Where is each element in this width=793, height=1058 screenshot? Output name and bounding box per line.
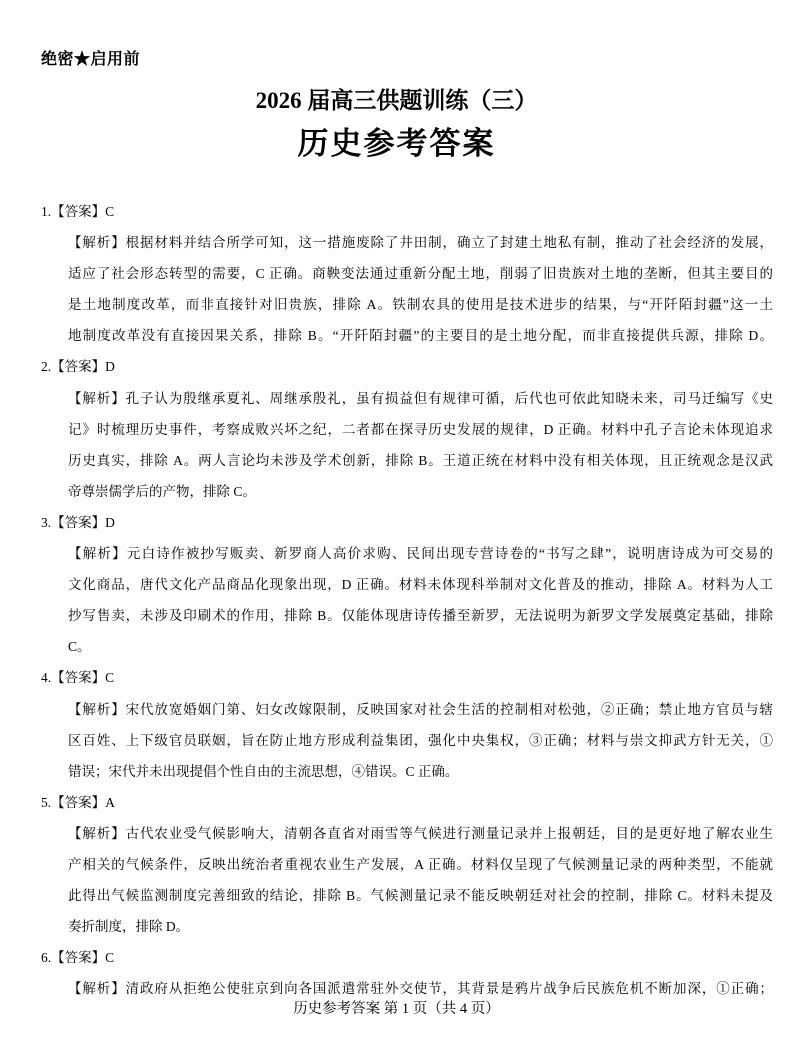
answers-section bbox=[41, 196, 773, 1004]
answer-line: 1.【答案】C bbox=[41, 204, 115, 219]
analysis-line: 【解析】清政府从拒绝公使驻京到向各国派遣常驻外交使节，其背景是鸦片战争后民族危机不断加深，①正确； bbox=[68, 981, 773, 997]
analysis-line: 抄写售卖，未涉及印刷术的作用，排除 B。仅能体现唐诗传播至新罗，无法说明为新罗文学发展奠定基础，排除 bbox=[68, 608, 773, 624]
analysis-paragraph bbox=[68, 538, 773, 662]
analysis-line: 文化商品，唐代文化产品商品化现象出现，D 正确。材料未体现科举制对文化普及的推动，排除 A。材料为人工 bbox=[68, 577, 773, 593]
analysis-line: 【解析】孔子认为殷继承夏礼、周继承殷礼，虽有损益但有规律可循，后代也可依此知晓未来，司马迁编写《史 bbox=[68, 390, 773, 406]
analysis-paragraph bbox=[68, 227, 773, 351]
answer-line: 6.【答案】C bbox=[41, 950, 115, 966]
analysis-line: 此得出气候监测制度完善细致的结论，排除 B。气候测量记录不能反映朝廷对社会的控制，排除 C。材料未提及 bbox=[68, 888, 773, 904]
analysis-paragraph bbox=[68, 383, 773, 507]
answer-line: 2.【答案】D bbox=[41, 359, 115, 375]
analysis-line: 地制度改革没有直接因果关系，排除 B。“开阡陌封疆”的主要目的是土地分配，而非直接提供兵源，排除 D。 bbox=[68, 328, 773, 344]
analysis-line: 【解析】元白诗作被抄写贩卖、新罗商人高价求购、民间出现专营诗卷的“书写之肆”，说明唐诗成为可交易的 bbox=[68, 546, 773, 562]
analysis-line: 是土地制度改革，而非直接针对旧贵族，排除 A。铁制农具的使用是技术进步的结果，与“开阡陌封疆”这一土 bbox=[68, 297, 773, 313]
analysis-line: C。 bbox=[68, 639, 91, 655]
analysis-line: 错误；宋代并未出现提倡个性自由的主流思想，④错误。C 正确。 bbox=[68, 763, 459, 779]
analysis-line: 帝尊崇儒学后的产物，排除 C。 bbox=[68, 483, 256, 499]
page-footer: 历史参考答案 第 1 页（共 4 页） bbox=[293, 1001, 500, 1017]
analysis-line: 【解析】古代农业受气候影响大，清朝各直省对雨雪等气候进行测量记录并上报朝廷，目的是更好地了解农业生 bbox=[68, 825, 773, 841]
analysis-line: 【解析】根据材料并结合所学可知，这一措施废除了井田制，确立了封建土地私有制，推动了社会经济的发展， bbox=[68, 235, 773, 251]
analysis-line: 历史真实，排除 A。两人言论均未涉及学术创新，排除 B。王道正统在材料中没有相关体现，且正统观念是汉武 bbox=[68, 452, 773, 468]
answer-block bbox=[41, 942, 773, 1004]
analysis-paragraph bbox=[68, 694, 773, 787]
analysis-line: 适应了社会形态转型的需要，C 正确。商鞅变法通过重新分配土地，削弱了旧贵族对土地的垄断，但其主要目的 bbox=[68, 266, 773, 282]
security-marking: 绝密★启用前 bbox=[41, 51, 141, 68]
answer-line: 4.【答案】C bbox=[41, 670, 115, 686]
analysis-line: 区百姓、上下级官员联姻，旨在防止地方形成利益集团，强化中央集权，③正确；材料与崇文抑武方针无关，① bbox=[68, 732, 773, 748]
answer-block bbox=[41, 351, 773, 506]
answer-block bbox=[41, 196, 773, 351]
answer-block bbox=[41, 787, 773, 942]
answer-block bbox=[41, 662, 773, 786]
analysis-line: 产相关的气候条件，反映出统治者重视农业生产发展，A 正确。材料仅呈现了气候测量记录的两种类型，不能就 bbox=[68, 856, 773, 872]
answer-block bbox=[41, 507, 773, 662]
answer-line: 5.【答案】A bbox=[41, 794, 115, 810]
exam-title: 2026 届高三供题训练（三） bbox=[255, 88, 538, 113]
subject-title: 历史参考答案 bbox=[297, 126, 496, 161]
analysis-paragraph bbox=[68, 818, 773, 942]
analysis-line: 【解析】宋代放宽婚姻门第、妇女改嫁限制，反映国家对社会生活的控制相对松弛，②正确；禁止地方官员与辖 bbox=[68, 701, 773, 717]
answer-line: 3.【答案】D bbox=[41, 514, 115, 530]
analysis-line: 奏折制度，排除 D。 bbox=[68, 919, 190, 935]
analysis-line: 记》时梳理历史事件，考察成败兴坏之纪，二者都在探寻历史发展的规律，D 正确。材料中孔子言论未体现追求 bbox=[68, 421, 773, 437]
